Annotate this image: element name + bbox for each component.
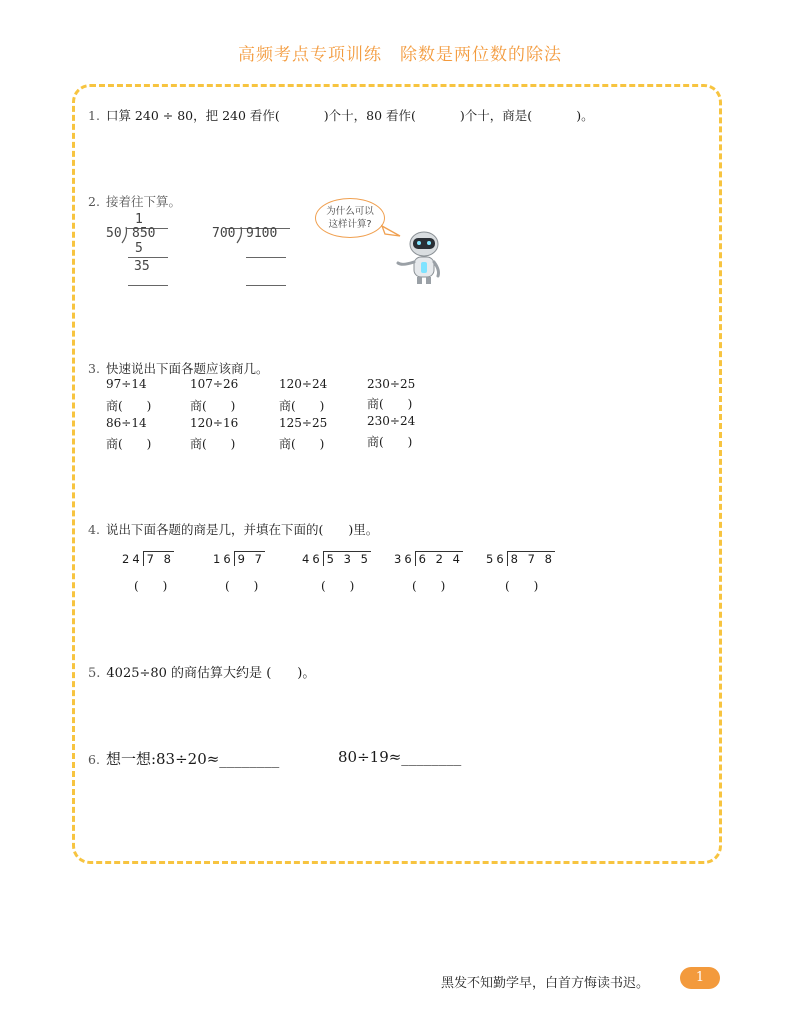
q6-number: 6. bbox=[88, 752, 100, 767]
q4-answer[interactable]: ( ) bbox=[412, 579, 446, 593]
q4-dividend: 5 3 5 bbox=[323, 551, 371, 566]
q4-divisor: 36 bbox=[394, 552, 415, 566]
q4-problem bbox=[486, 548, 555, 567]
q2-number: 2. bbox=[88, 194, 100, 209]
q2-p1-dividend: 850 bbox=[132, 226, 156, 241]
q2-p1-quotient: 1 bbox=[135, 212, 143, 227]
q1-text-d: )。 bbox=[576, 108, 594, 123]
question-5 bbox=[88, 662, 315, 681]
q3-answer[interactable]: 商( ) bbox=[106, 399, 152, 413]
q4-dividend: 9 7 bbox=[234, 551, 265, 566]
q3-expr: 97÷14 bbox=[106, 377, 147, 391]
question-4 bbox=[88, 520, 378, 538]
footer-slogan: 黑发不知勤学早，白首方悔读书迟。 bbox=[441, 976, 650, 991]
q1-number: 1. bbox=[88, 108, 100, 123]
q5-number: 5. bbox=[88, 666, 101, 681]
q4-divisor: 24 bbox=[122, 552, 143, 566]
q1-text-a: 口算 240 ÷ 80，把 240 看作( bbox=[105, 108, 280, 123]
q4-answer[interactable]: ( ) bbox=[225, 579, 259, 593]
q1-text-c: )个十，商是( bbox=[459, 108, 533, 123]
bubble-line-1: 为什么可以 bbox=[326, 206, 374, 217]
page-number-badge: 1 bbox=[680, 967, 720, 989]
question-6b bbox=[338, 748, 461, 766]
q4-answer[interactable]: ( ) bbox=[321, 579, 355, 593]
q4-problem bbox=[122, 548, 174, 567]
q1-text-b: )个十，80 看作( bbox=[323, 108, 416, 123]
q4-text: 说出下面各题的商是几，并填在下面的( )里。 bbox=[105, 522, 379, 537]
q4-dividend: 6 2 4 bbox=[415, 551, 463, 566]
page-title: 高频考点专项训练 除数是两位数的除法 bbox=[238, 45, 562, 65]
robot-icon bbox=[394, 226, 446, 286]
q3-number: 3. bbox=[88, 361, 100, 376]
q4-problem bbox=[394, 548, 463, 567]
question-3 bbox=[88, 359, 268, 377]
q2-p1-answer-line[interactable] bbox=[128, 285, 168, 286]
q2-p2-answer-line-1[interactable] bbox=[246, 257, 286, 258]
q3-answer[interactable]: 商( ) bbox=[367, 397, 413, 411]
q2-p1-step2: 35 bbox=[134, 259, 150, 274]
question-6 bbox=[88, 748, 279, 769]
q3-expr: 86÷14 bbox=[106, 416, 147, 430]
q3-expr: 125÷25 bbox=[279, 416, 328, 430]
q3-expr: 107÷26 bbox=[190, 377, 239, 391]
question-1 bbox=[88, 106, 594, 124]
q3-expr: 120÷24 bbox=[279, 377, 328, 391]
q6-text-b[interactable]: 80÷19≈________ bbox=[338, 748, 462, 766]
q2-p1-divisor: 50 bbox=[106, 226, 122, 241]
q4-divisor: 56 bbox=[486, 552, 507, 566]
q5-text: 4025÷80 的商估算大约是 ( )。 bbox=[106, 666, 316, 681]
q4-problem bbox=[213, 548, 265, 567]
q2-p2-divisor: 700 bbox=[212, 226, 236, 241]
q4-divisor: 46 bbox=[302, 552, 323, 566]
q3-answer[interactable]: 商( ) bbox=[106, 437, 152, 451]
q2-p1-step1: 5 bbox=[135, 241, 143, 256]
q3-expr: 120÷16 bbox=[190, 416, 239, 430]
q3-expr: 230÷24 bbox=[367, 414, 416, 428]
q4-dividend: 7 8 bbox=[143, 551, 174, 566]
question-2 bbox=[88, 192, 181, 210]
q3-expr: 230÷25 bbox=[367, 377, 416, 391]
q4-divisor: 16 bbox=[213, 552, 234, 566]
q3-text: 快速说出下面各题应该商几。 bbox=[105, 361, 269, 376]
q3-answer[interactable]: 商( ) bbox=[367, 435, 413, 449]
q4-answer[interactable]: ( ) bbox=[505, 579, 539, 593]
q2-p2-bracket bbox=[236, 226, 244, 244]
speech-bubble bbox=[315, 198, 385, 238]
q3-answer[interactable]: 商( ) bbox=[279, 437, 325, 451]
q4-dividend: 8 7 8 bbox=[507, 551, 555, 566]
q2-p1-line1 bbox=[128, 257, 168, 258]
q4-number: 4. bbox=[88, 522, 100, 537]
q4-answer[interactable]: ( ) bbox=[134, 579, 168, 593]
q6-text-a[interactable]: 想一想:83÷20≈________ bbox=[105, 750, 280, 768]
q4-problem bbox=[302, 548, 371, 567]
bubble-line-2: 这样计算? bbox=[328, 219, 372, 230]
q2-p2-dividend: 9100 bbox=[246, 226, 278, 241]
q2-p2-answer-line-2[interactable] bbox=[246, 285, 286, 286]
q3-answer[interactable]: 商( ) bbox=[190, 437, 236, 451]
q3-answer[interactable]: 商( ) bbox=[190, 399, 236, 413]
q3-answer[interactable]: 商( ) bbox=[279, 399, 325, 413]
q2-text: 接着往下算。 bbox=[105, 194, 181, 209]
q2-p1-bracket bbox=[121, 226, 129, 244]
